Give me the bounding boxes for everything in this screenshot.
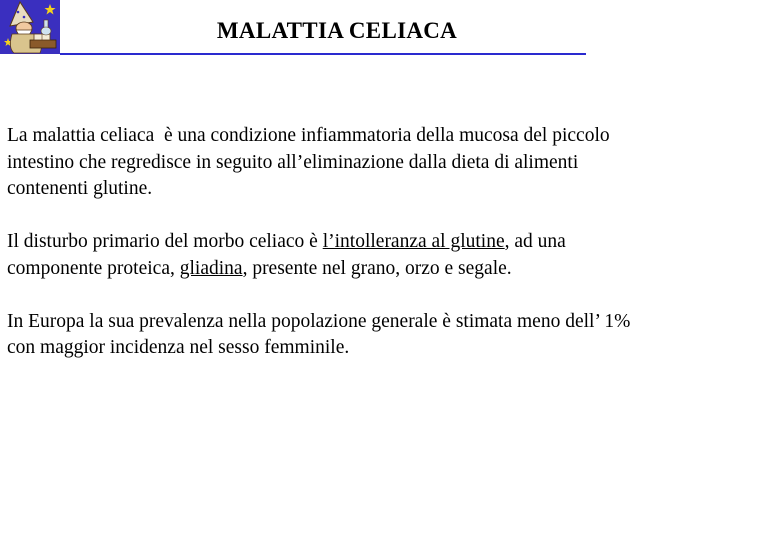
wizard-icon [0, 0, 60, 54]
page-title: MALATTIA CELIACA [216, 18, 458, 43]
wizard-logo [0, 0, 60, 54]
paragraph-disorder [7, 229, 637, 282]
title-divider [60, 53, 586, 55]
underlined-term-gliadin: gliadina [179, 257, 243, 279]
paragraph-text: Il disturbo primario del morbo celiaco è [7, 231, 323, 252]
paragraph-prevalence: In Europa la sua prevalenza nella popolazione generale è stimata meno dell’ 1% con maggior incidenza nel sesso femminile. [7, 310, 636, 358]
paragraph-text: , presente nel grano, orzo e segale. [242, 257, 512, 279]
paragraph-text: , ad una componente proteica, [7, 231, 571, 279]
slide-body [7, 123, 637, 388]
paragraph-definition: La malattia celiaca è una condizione infiammatoria della mucosa del piccolo intestino che regredisce in seguito all’eliminazione dalla dieta di alimenti contenenti glutine. [7, 125, 615, 199]
underlined-term-gluten-intolerance: l’intolleranza al glutine [322, 231, 505, 252]
